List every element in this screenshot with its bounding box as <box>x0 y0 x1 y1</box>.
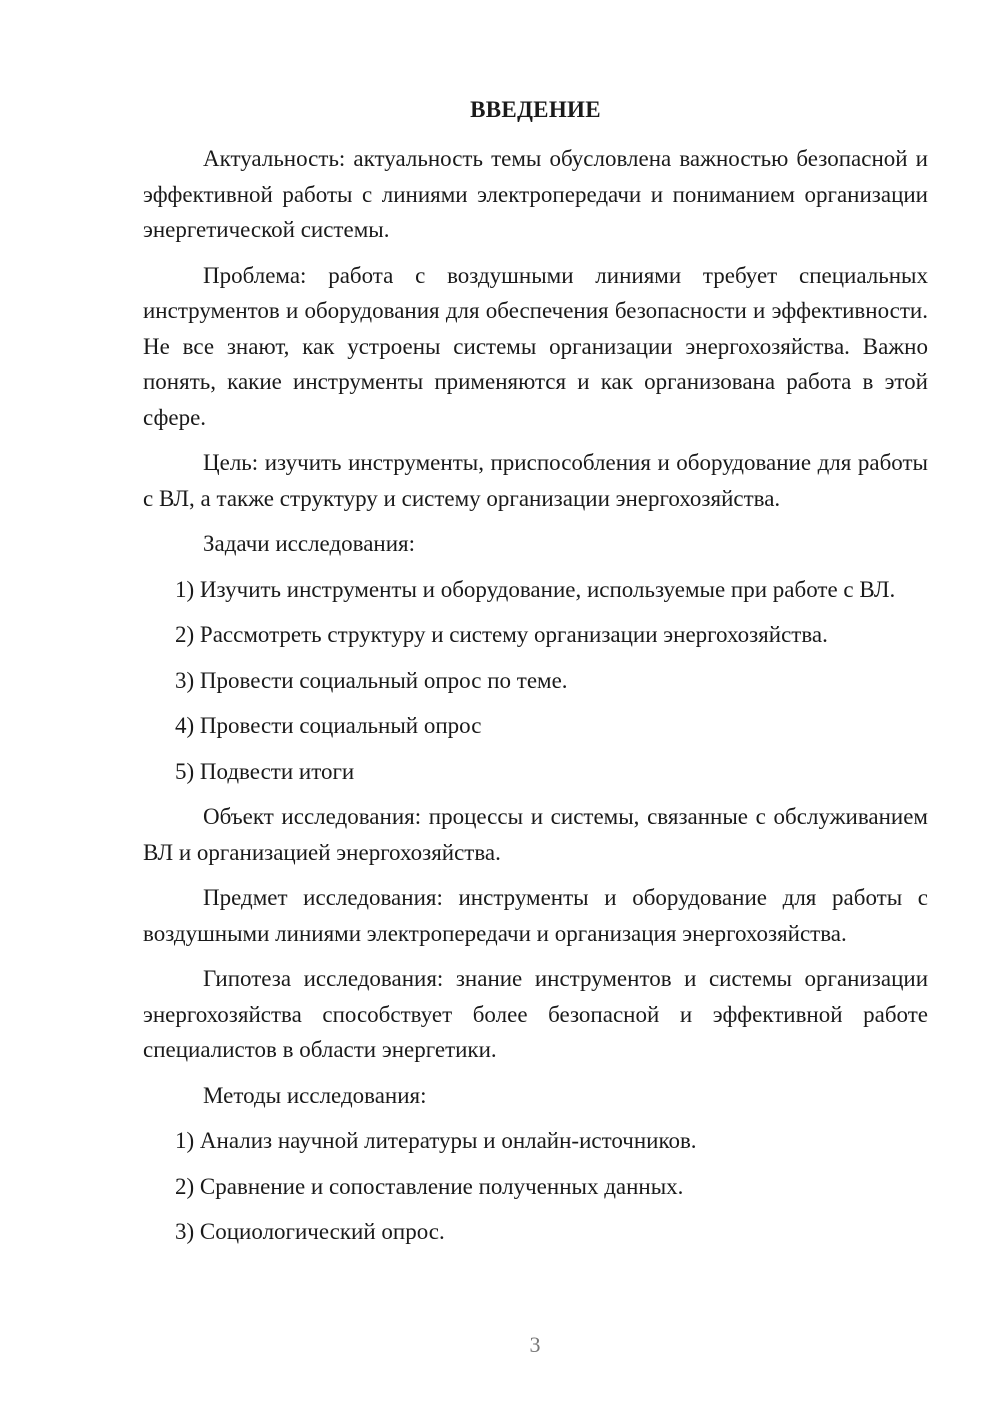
method-item-1: 1) Анализ научной литературы и онлайн-источников. <box>175 1128 697 1153</box>
task-item-3: 3) Провести социальный опрос по теме. <box>175 667 568 693</box>
document-body <box>143 141 928 1260</box>
method-item-2: 2) Сравнение и сопоставление полученных данных. <box>175 1173 684 1199</box>
paragraph-object: Объект исследования: процессы и системы, связанные с обслуживанием ВЛ и организацией энергохозяйства. <box>143 804 928 865</box>
page-number: 3 <box>529 1332 541 1357</box>
task-item-1: 1) Изучить инструменты и оборудование, используемые при работе с ВЛ. <box>175 576 896 602</box>
task-item-2: 2) Рассмотреть структуру и систему организации энергохозяйства. <box>175 622 828 647</box>
paragraph-goal: Цель: изучить инструменты, приспособления и оборудование для работы с ВЛ, а также структуру и систему организации энергохозяйства. <box>143 450 928 511</box>
task-item-5: 5) Подвести итоги <box>175 758 355 784</box>
paragraph-hypothesis: Гипотеза исследования: знание инструментов и системы организации энергохозяйства способствует более безопасной и эффективной работе специалистов в области энергетики. <box>143 966 928 1062</box>
methods-heading: Методы исследования: <box>203 1082 427 1108</box>
paragraph-problem: Проблема: работа с воздушными линиями требует специальных инструментов и оборудования для обеспечения безопасности и эффективности. Не все знают, как устроены системы организации энергохозяйства. Важно понять, какие инструменты применяются и как организована работа в этой сфере. <box>143 262 928 430</box>
page-title: ВВЕДЕНИЕ <box>470 97 601 122</box>
paragraph-relevance: Актуальность: актуальность темы обусловлена важностью безопасной и эффективной работы с линиями электропередачи и пониманием организации энергетической системы. <box>143 146 928 242</box>
task-item-4: 4) Провести социальный опрос <box>175 713 482 738</box>
method-item-3: 3) Социологический опрос. <box>175 1219 445 1244</box>
paragraph-subject: Предмет исследования: инструменты и оборудование для работы с воздушными линиями электропередачи и организация энергохозяйства. <box>143 885 928 946</box>
tasks-heading: Задачи исследования: <box>203 531 416 556</box>
